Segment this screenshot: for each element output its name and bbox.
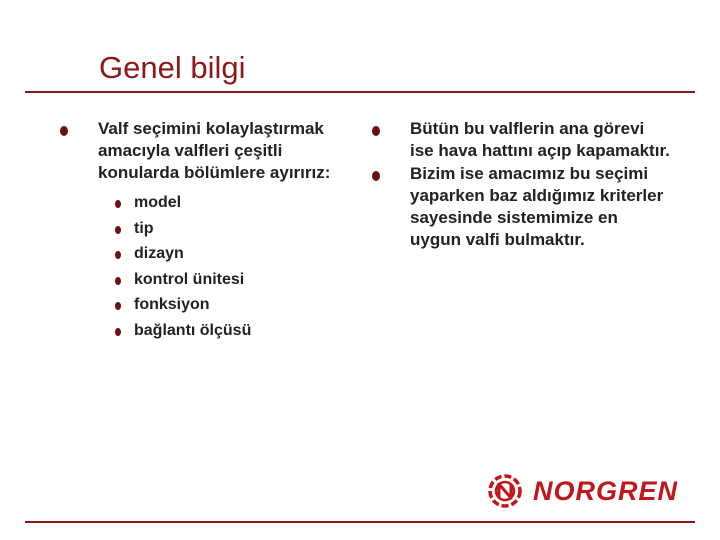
right-bullet-text: Bizim ise amacımız bu seçimi yaparken baz aldığımız kriterler sayesinde sistemimize en uygun valfi bulmaktır. xyxy=(410,164,664,249)
top-divider xyxy=(25,91,695,93)
sub-bullet-dot-icon xyxy=(115,226,121,234)
right-bullet xyxy=(372,118,672,162)
sub-list-item xyxy=(115,241,350,267)
right-bullet-text: Bütün bu valflerin ana görevi ise hava hattını açıp kapamaktır. xyxy=(410,119,670,160)
sub-item-label: dizayn xyxy=(134,245,184,262)
left-bullet-text: Valf seçimini kolaylaştırmak amacıyla valfleri çeşitli konularda bölümlere ayırırız: xyxy=(98,119,331,182)
sub-list-item xyxy=(115,267,350,293)
sub-item-label: fonksiyon xyxy=(134,296,210,313)
left-bullet xyxy=(60,118,350,184)
norgren-emblem-icon xyxy=(486,472,524,510)
sub-item-label: kontrol ünitesi xyxy=(134,270,245,288)
sub-bullet-dot-icon xyxy=(115,328,121,336)
sub-list-item xyxy=(115,292,350,318)
bullet-dot-icon xyxy=(372,171,380,181)
sub-bullet-dot-icon xyxy=(115,251,121,259)
sub-bullet-dot-icon xyxy=(115,200,121,208)
sub-item-label: model xyxy=(134,194,182,211)
left-column xyxy=(60,118,350,343)
logo-wordmark: NORGREN xyxy=(533,476,679,506)
sub-bullet-dot-icon xyxy=(115,277,121,285)
right-column xyxy=(372,118,672,252)
bullet-dot-icon xyxy=(372,126,380,136)
slide-title: Genel bilgi xyxy=(99,50,246,85)
right-bullet xyxy=(372,163,672,251)
sub-list-item xyxy=(115,318,350,344)
sub-item-label: tip xyxy=(134,219,154,237)
sub-item-label: bağlantı ölçüsü xyxy=(134,321,252,339)
sub-list-item xyxy=(115,190,350,216)
norgren-logo xyxy=(486,473,698,509)
bullet-dot-icon xyxy=(60,126,68,136)
sub-bullet-dot-icon xyxy=(115,302,121,310)
sub-list xyxy=(60,190,350,343)
bottom-divider xyxy=(25,521,695,523)
sub-list-item xyxy=(115,216,350,242)
